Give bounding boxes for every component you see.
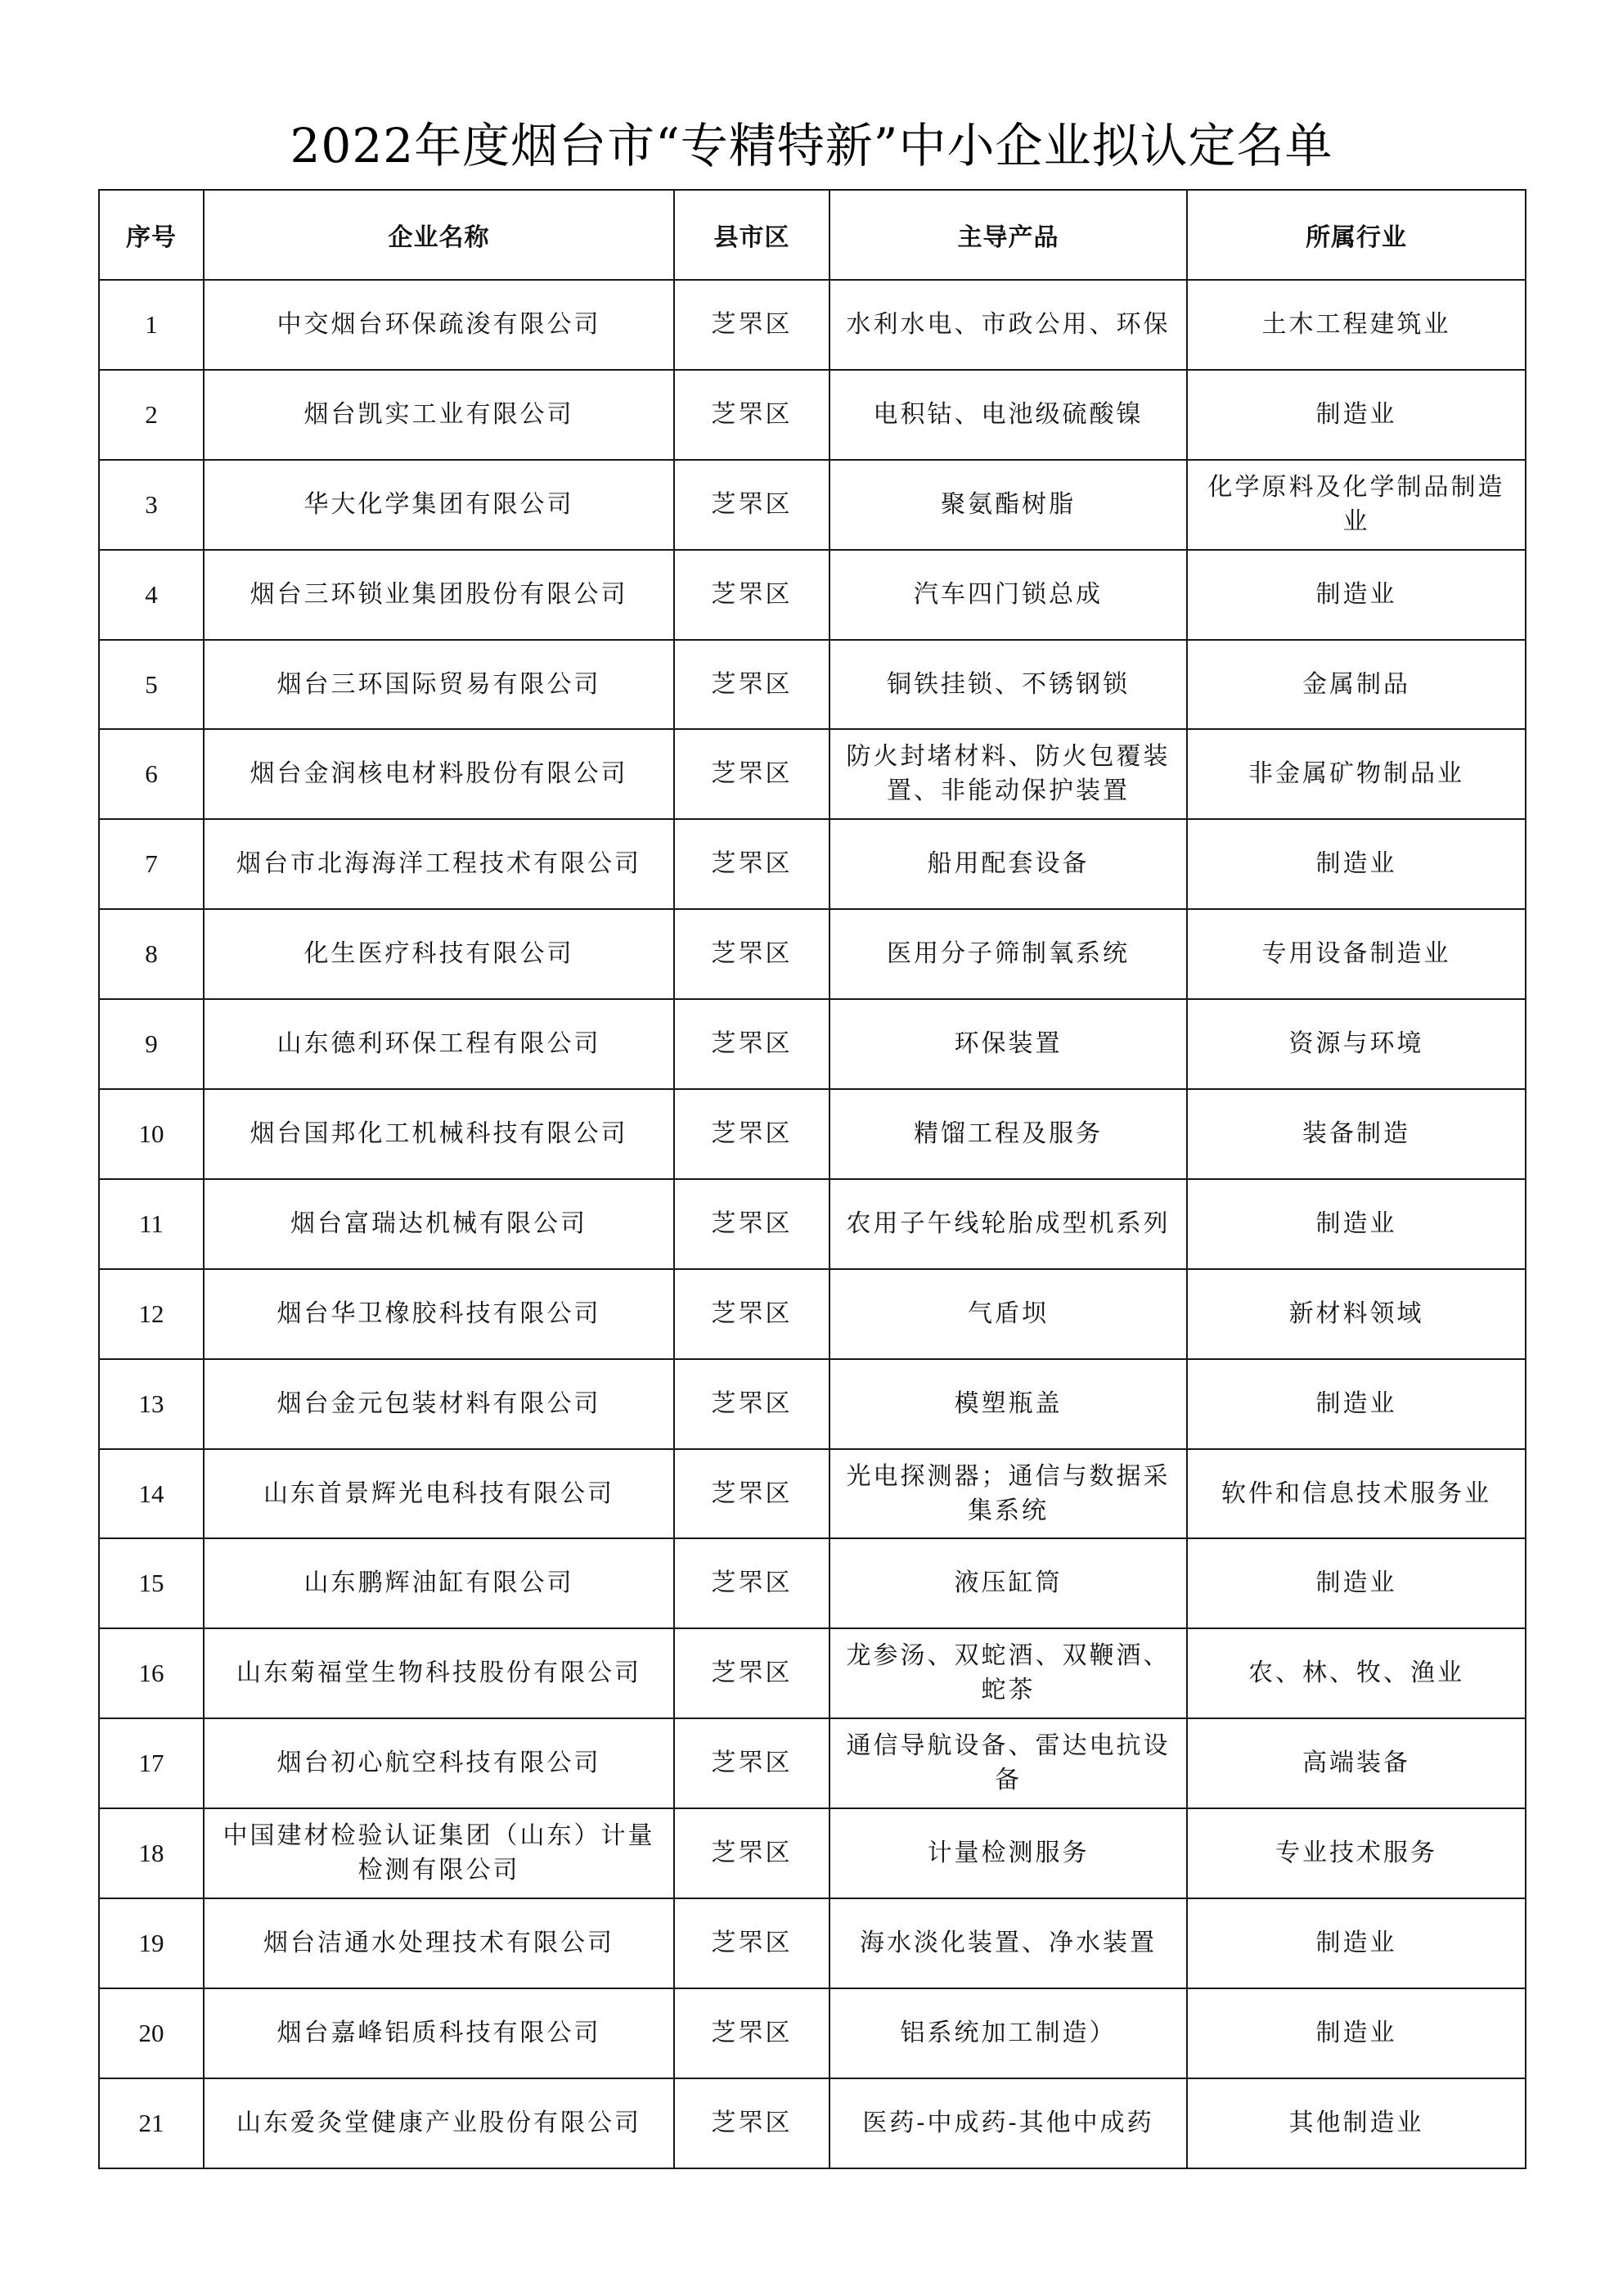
cell-enterprise-name: 山东鹏辉油缸有限公司 (204, 1538, 674, 1628)
cell-main-product: 聚氨酯树脂 (829, 460, 1187, 550)
cell-industry: 制造业 (1187, 1898, 1526, 1988)
cell-enterprise-name: 山东德利环保工程有限公司 (204, 999, 674, 1089)
cell-main-product: 气盾坝 (829, 1269, 1187, 1359)
table-row (99, 1089, 1526, 1179)
cell-industry: 制造业 (1187, 819, 1526, 909)
cell-enterprise-name: 烟台三环国际贸易有限公司 (204, 640, 674, 730)
cell-main-product: 汽车四门锁总成 (829, 550, 1187, 640)
table-row (99, 999, 1526, 1089)
table-row (99, 1538, 1526, 1628)
cell-district: 芝罘区 (674, 1449, 829, 1539)
table-row (99, 1449, 1526, 1539)
cell-industry: 土木工程建筑业 (1187, 280, 1526, 370)
cell-main-product: 水利水电、市政公用、环保 (829, 280, 1187, 370)
cell-seq: 8 (99, 909, 204, 999)
cell-industry: 制造业 (1187, 550, 1526, 640)
cell-district: 芝罘区 (674, 1538, 829, 1628)
cell-main-product: 计量检测服务 (829, 1808, 1187, 1898)
cell-seq: 9 (99, 999, 204, 1089)
cell-district: 芝罘区 (674, 1628, 829, 1718)
cell-main-product: 环保装置 (829, 999, 1187, 1089)
cell-seq: 7 (99, 819, 204, 909)
cell-district: 芝罘区 (674, 460, 829, 550)
cell-main-product: 船用配套设备 (829, 819, 1187, 909)
cell-enterprise-name: 烟台凯实工业有限公司 (204, 370, 674, 460)
cell-enterprise-name: 山东首景辉光电科技有限公司 (204, 1449, 674, 1539)
cell-industry: 新材料领域 (1187, 1269, 1526, 1359)
cell-main-product: 液压缸筒 (829, 1538, 1187, 1628)
cell-main-product: 精馏工程及服务 (829, 1089, 1187, 1179)
cell-seq: 11 (99, 1179, 204, 1269)
column-header-name: 企业名称 (204, 190, 674, 280)
cell-enterprise-name: 烟台金元包装材料有限公司 (204, 1359, 674, 1449)
cell-seq: 13 (99, 1359, 204, 1449)
cell-district: 芝罘区 (674, 1089, 829, 1179)
cell-industry: 制造业 (1187, 370, 1526, 460)
table-row (99, 1628, 1526, 1718)
cell-industry: 制造业 (1187, 1359, 1526, 1449)
cell-main-product: 电积钴、电池级硫酸镍 (829, 370, 1187, 460)
table-row (99, 640, 1526, 730)
cell-enterprise-name: 中国建材检验认证集团（山东）计量检测有限公司 (204, 1808, 674, 1898)
cell-industry: 装备制造 (1187, 1089, 1526, 1179)
cell-main-product: 模塑瓶盖 (829, 1359, 1187, 1449)
cell-seq: 5 (99, 640, 204, 730)
table-row (99, 1808, 1526, 1898)
cell-main-product: 铜铁挂锁、不锈钢锁 (829, 640, 1187, 730)
cell-industry: 制造业 (1187, 1988, 1526, 2078)
cell-seq: 10 (99, 1089, 204, 1179)
table-row (99, 280, 1526, 370)
cell-industry: 化学原料及化学制品制造业 (1187, 460, 1526, 550)
cell-district: 芝罘区 (674, 1359, 829, 1449)
cell-enterprise-name: 山东爱灸堂健康产业股份有限公司 (204, 2078, 674, 2168)
cell-enterprise-name: 华大化学集团有限公司 (204, 460, 674, 550)
cell-district: 芝罘区 (674, 2078, 829, 2168)
cell-seq: 18 (99, 1808, 204, 1898)
cell-seq: 4 (99, 550, 204, 640)
cell-enterprise-name: 烟台华卫橡胶科技有限公司 (204, 1269, 674, 1359)
cell-industry: 其他制造业 (1187, 2078, 1526, 2168)
cell-enterprise-name: 烟台国邦化工机械科技有限公司 (204, 1089, 674, 1179)
cell-enterprise-name: 化生医疗科技有限公司 (204, 909, 674, 999)
cell-district: 芝罘区 (674, 1179, 829, 1269)
cell-district: 芝罘区 (674, 1988, 829, 2078)
table-row (99, 460, 1526, 550)
cell-seq: 14 (99, 1449, 204, 1539)
enterprise-table (98, 189, 1526, 2169)
cell-industry: 专业技术服务 (1187, 1808, 1526, 1898)
cell-district: 芝罘区 (674, 819, 829, 909)
cell-enterprise-name: 烟台富瑞达机械有限公司 (204, 1179, 674, 1269)
cell-district: 芝罘区 (674, 1718, 829, 1808)
table-row (99, 1988, 1526, 2078)
cell-enterprise-name: 烟台三环锁业集团股份有限公司 (204, 550, 674, 640)
table-row (99, 550, 1526, 640)
cell-district: 芝罘区 (674, 1808, 829, 1898)
cell-enterprise-name: 烟台初心航空科技有限公司 (204, 1718, 674, 1808)
cell-enterprise-name: 烟台嘉峰铝质科技有限公司 (204, 1988, 674, 2078)
table-row (99, 1718, 1526, 1808)
cell-industry: 高端装备 (1187, 1718, 1526, 1808)
table-row (99, 1898, 1526, 1988)
table-row (99, 1359, 1526, 1449)
cell-seq: 20 (99, 1988, 204, 2078)
cell-seq: 21 (99, 2078, 204, 2168)
cell-district: 芝罘区 (674, 370, 829, 460)
cell-main-product: 防火封堵材料、防火包覆装置、非能动保护装置 (829, 729, 1187, 819)
column-header-product: 主导产品 (829, 190, 1187, 280)
table-body (99, 280, 1526, 2168)
cell-seq: 1 (99, 280, 204, 370)
cell-seq: 16 (99, 1628, 204, 1718)
column-header-district: 县市区 (674, 190, 829, 280)
cell-seq: 3 (99, 460, 204, 550)
cell-industry: 软件和信息技术服务业 (1187, 1449, 1526, 1539)
cell-enterprise-name: 山东菊福堂生物科技股份有限公司 (204, 1628, 674, 1718)
column-header-industry: 所属行业 (1187, 190, 1526, 280)
cell-seq: 15 (99, 1538, 204, 1628)
cell-district: 芝罘区 (674, 909, 829, 999)
cell-seq: 12 (99, 1269, 204, 1359)
table-row (99, 729, 1526, 819)
table-row (99, 1179, 1526, 1269)
cell-district: 芝罘区 (674, 550, 829, 640)
cell-district: 芝罘区 (674, 729, 829, 819)
cell-district: 芝罘区 (674, 999, 829, 1089)
cell-enterprise-name: 烟台金润核电材料股份有限公司 (204, 729, 674, 819)
cell-district: 芝罘区 (674, 280, 829, 370)
cell-main-product: 海水淡化装置、净水装置 (829, 1898, 1187, 1988)
cell-district: 芝罘区 (674, 1898, 829, 1988)
cell-main-product: 通信导航设备、雷达电抗设备 (829, 1718, 1187, 1808)
table-row (99, 819, 1526, 909)
cell-main-product: 农用子午线轮胎成型机系列 (829, 1179, 1187, 1269)
cell-industry: 金属制品 (1187, 640, 1526, 730)
cell-enterprise-name: 烟台市北海海洋工程技术有限公司 (204, 819, 674, 909)
cell-industry: 制造业 (1187, 1538, 1526, 1628)
cell-industry: 制造业 (1187, 1179, 1526, 1269)
table-row (99, 1269, 1526, 1359)
cell-main-product: 铝系统加工制造） (829, 1988, 1187, 2078)
cell-main-product: 光电探测器；通信与数据采集系统 (829, 1449, 1187, 1539)
table-row (99, 909, 1526, 999)
cell-industry: 农、林、牧、渔业 (1187, 1628, 1526, 1718)
table-header-row (99, 190, 1526, 280)
page-title: 2022年度烟台市“专精特新”中小企业拟认定名单 (290, 118, 1333, 173)
cell-seq: 19 (99, 1898, 204, 1988)
cell-enterprise-name: 烟台洁通水处理技术有限公司 (204, 1898, 674, 1988)
cell-industry: 资源与环境 (1187, 999, 1526, 1089)
cell-main-product: 医用分子筛制氧系统 (829, 909, 1187, 999)
table-row (99, 370, 1526, 460)
cell-main-product: 医药-中成药-其他中成药 (829, 2078, 1187, 2168)
cell-main-product: 龙参汤、双蛇酒、双鞭酒、蛇茶 (829, 1628, 1187, 1718)
cell-seq: 2 (99, 370, 204, 460)
cell-seq: 17 (99, 1718, 204, 1808)
cell-industry: 专用设备制造业 (1187, 909, 1526, 999)
cell-district: 芝罘区 (674, 640, 829, 730)
column-header-seq: 序号 (99, 190, 204, 280)
cell-industry: 非金属矿物制品业 (1187, 729, 1526, 819)
cell-district: 芝罘区 (674, 1269, 829, 1359)
table-row (99, 2078, 1526, 2168)
cell-enterprise-name: 中交烟台环保疏浚有限公司 (204, 280, 674, 370)
cell-seq: 6 (99, 729, 204, 819)
